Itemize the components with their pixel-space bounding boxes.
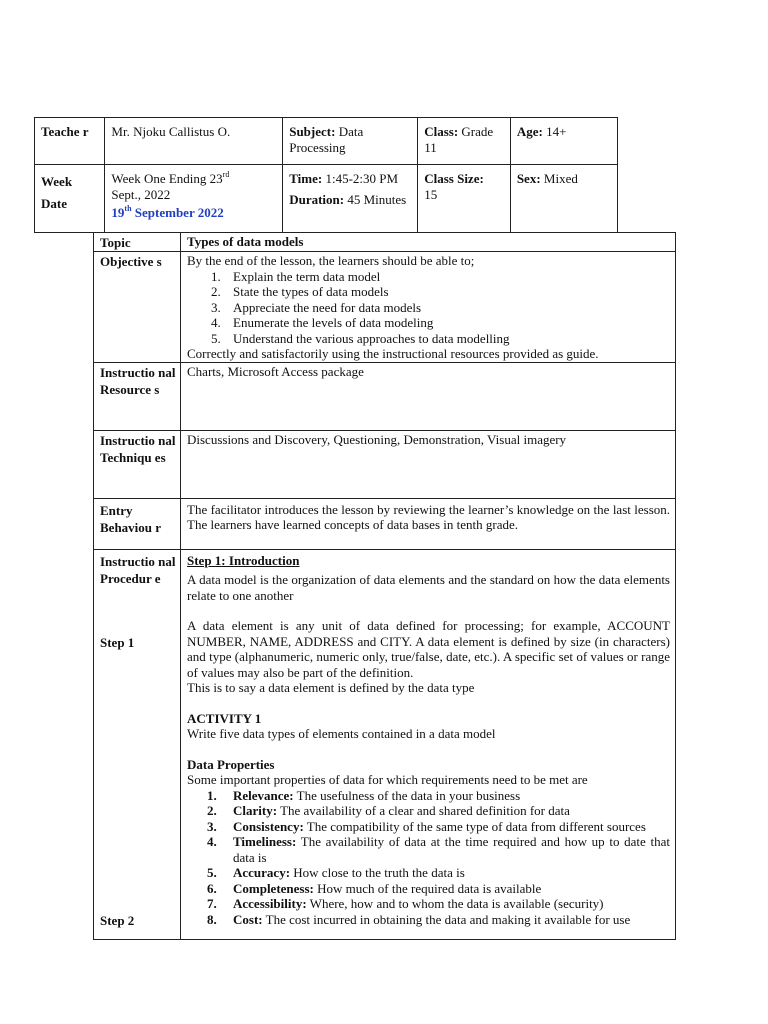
activity-text: Write five data types of elements contained in a data model: [187, 726, 496, 741]
subject-label: Subject:: [289, 124, 336, 139]
age-cell: [510, 118, 617, 165]
objectives-label: Objective s: [94, 252, 181, 363]
list-item: 4. Enumerate the levels of data modeling: [211, 315, 434, 330]
activity-heading: ACTIVITY 1: [187, 710, 262, 726]
class-size-cell: [418, 165, 511, 233]
procedure-label-cell: [94, 549, 181, 939]
step1-label: Step 1: [100, 634, 135, 650]
sex-value: Mixed: [543, 171, 578, 186]
sex-cell: [510, 165, 617, 233]
properties-intro: Some important properties of data for which requirements need to be met are: [187, 772, 588, 787]
lesson-header-table: [34, 117, 618, 233]
list-item: 8. Cost: The cost incurred in obtaining the data and making it available for use: [207, 911, 631, 927]
list-item: 5. Understand the various approaches to data modelling: [211, 330, 510, 346]
list-item: 3. Appreciate the need for data models: [211, 299, 422, 315]
teacher-name-cell: [105, 118, 283, 165]
week-label-cell: [35, 165, 105, 233]
list-item: 1. Explain the term data model: [211, 268, 381, 284]
objectives-outro: Correctly and satisfactorily using the instructional resources provided as guide.: [187, 346, 599, 361]
week-ending: Week One Ending 23rd Sept., 2022: [111, 170, 230, 202]
duration-value: 45 Minutes: [347, 191, 407, 207]
resources-label: Instructio nal Resource s: [94, 362, 181, 430]
list-item: 7. Accessibility: Where, how and to whom the data is available (security): [207, 896, 604, 911]
list-item: 3. Consistency: The compatibility of the same type of data from different sources: [207, 818, 646, 834]
entry-value: The facilitator introduces the lesson by reviewing the learner’s knowledge on the last lesson. The learners have learned concepts of data bases in tenth grade.: [181, 498, 676, 549]
step2-label: Step 2: [100, 912, 135, 928]
properties-list: [187, 788, 670, 928]
teacher-name: Mr. Njoku Callistus O.: [111, 124, 231, 139]
properties-heading: Data Properties: [187, 756, 275, 772]
objectives-list: [187, 269, 670, 347]
objectives-cell: [181, 252, 676, 363]
procedure-content: [181, 549, 676, 939]
teacher-label: Teache r: [41, 124, 89, 139]
time-value: 1:45-2:30 PM: [325, 171, 399, 186]
list-item: 4. Timeliness: The availability of data at the time required and how up to date that data is: [207, 834, 670, 865]
techniques-label: Instructio nal Techniqu es: [94, 430, 181, 498]
definition-paragraph: A data model is the organization of data elements and the standard on how the data elements relate to one another: [187, 572, 670, 603]
date-label: Date: [41, 196, 67, 211]
data-type-sentence: This is to say a data element is defined by the data type: [187, 680, 475, 695]
entry-label: Entry Behaviou r: [94, 498, 181, 549]
subject-value: Data Processing: [289, 124, 364, 155]
list-item: 2. State the types of data models: [211, 284, 389, 299]
list-item: 1. Relevance: The usefulness of the data in your business: [207, 787, 521, 803]
week-value-cell: [105, 165, 283, 233]
sex-label: Sex:: [516, 171, 541, 186]
week-label: Week: [41, 174, 73, 189]
topic-value: Types of data models: [181, 233, 676, 252]
list-item: 6. Completeness: How much of the required data is available: [207, 880, 542, 896]
topic-label: Topic: [94, 233, 181, 252]
subject-cell: [283, 118, 418, 165]
list-item: 2. Clarity: The availability of a clear and shared definition for data: [207, 803, 570, 818]
duration-row: Duration: 45 Minutes: [289, 191, 407, 207]
list-item: 5. Accuracy: How close to the truth the data is: [207, 865, 465, 880]
class-label: Class:: [424, 124, 459, 139]
class-size-label: Class Size:: [424, 171, 484, 186]
step1-heading: Step 1: Introduction: [187, 552, 300, 568]
techniques-value: Discussions and Discovery, Questioning, Demonstration, Visual imagery: [181, 430, 676, 498]
teacher-label-cell: [35, 118, 105, 165]
procedure-label: Instructio nal Procedur e: [100, 553, 176, 586]
class-cell: [418, 118, 511, 165]
class-value: Grade 11: [424, 124, 494, 155]
lesson-plan-table: [93, 232, 676, 940]
time-cell: [283, 165, 418, 233]
lesson-date: 19th September 2022: [111, 204, 224, 220]
objectives-intro: By the end of the lesson, the learners should be able to;: [187, 253, 475, 268]
class-size-value: 15: [424, 186, 438, 202]
age-label: Age:: [516, 124, 543, 139]
time-row: Time: 1:45-2:30 PM: [289, 171, 399, 186]
resources-value: Charts, Microsoft Access package: [181, 362, 676, 430]
age-value: 14+: [546, 124, 567, 139]
data-element-paragraph: A data element is any unit of data defined for processing; for example, ACCOUNT NUMBER, NAME, ADDRESS and CITY. A data element is defined by size (in characters) and type (alphanumeric, numeric only, true/false, date, etc.). A specific set of values or range of values may also be part of the definition.: [187, 618, 670, 680]
